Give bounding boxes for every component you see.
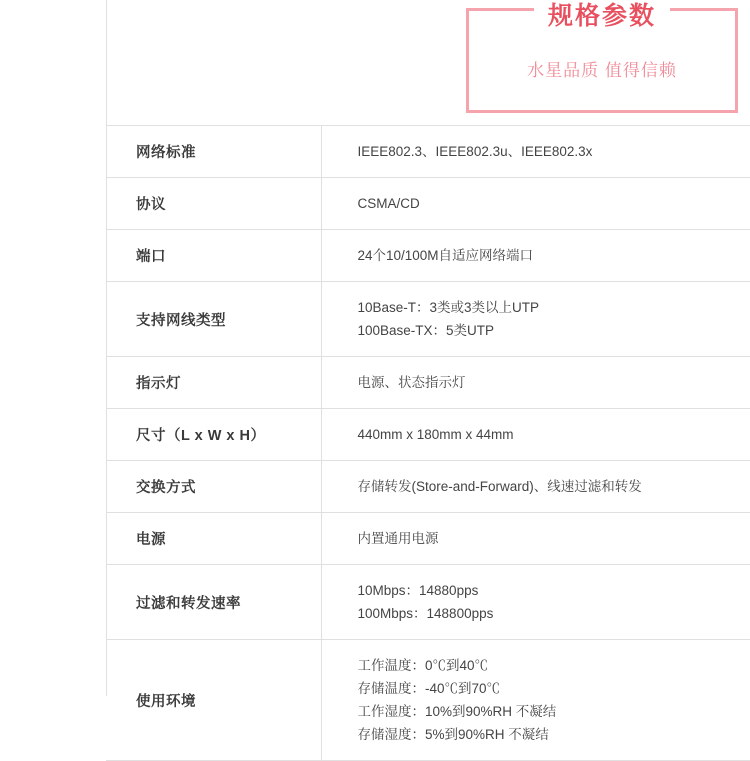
- spec-table: [106, 125, 750, 761]
- spec-label: 协议: [106, 178, 321, 230]
- table-row: [106, 126, 750, 178]
- spec-label: 交换方式: [106, 461, 321, 513]
- spec-label: 尺寸（L x W x H）: [106, 409, 321, 461]
- spec-value-line: 内置通用电源: [358, 527, 750, 550]
- spec-value: [321, 282, 750, 357]
- spec-label: 使用环境: [106, 640, 321, 761]
- table-row: [106, 282, 750, 357]
- table-row: [106, 513, 750, 565]
- spec-value-line: 10Mbps：14880pps: [358, 579, 750, 602]
- spec-value-line: 存储温度：-40℃到70℃: [358, 677, 750, 700]
- spec-value-line: IEEE802.3、IEEE802.3u、IEEE802.3x: [358, 140, 750, 163]
- spec-value-line: 100Mbps：148800pps: [358, 602, 750, 625]
- spec-value-line: 工作湿度：10%到90%RH 不凝结: [358, 700, 750, 723]
- spec-value-line: 存储湿度：5%到90%RH 不凝结: [358, 723, 750, 746]
- table-row: [106, 565, 750, 640]
- table-row: [106, 409, 750, 461]
- spec-value-line: 440mm x 180mm x 44mm: [358, 423, 750, 446]
- spec-value: [321, 409, 750, 461]
- spec-label: 电源: [106, 513, 321, 565]
- spec-value-line: 24个10/100M自适应网络端口: [358, 244, 750, 267]
- table-row: [106, 357, 750, 409]
- spec-value: [321, 461, 750, 513]
- spec-label: 网络标准: [106, 126, 321, 178]
- spec-value: [321, 178, 750, 230]
- table-row: [106, 230, 750, 282]
- table-row: [106, 640, 750, 761]
- spec-value-line: 存储转发(Store-and-Forward)、线速过滤和转发: [358, 475, 750, 498]
- spec-value-line: 电源、状态指示灯: [358, 371, 750, 394]
- spec-label: 支持网线类型: [106, 282, 321, 357]
- table-row: [106, 178, 750, 230]
- spec-value: [321, 513, 750, 565]
- spec-value: [321, 230, 750, 282]
- spec-label: 指示灯: [106, 357, 321, 409]
- spec-banner-subtitle: 水星品质 值得信赖: [466, 56, 738, 81]
- spec-value-line: CSMA/CD: [358, 192, 750, 215]
- spec-table-body: [106, 126, 750, 761]
- spec-label: 端口: [106, 230, 321, 282]
- spec-value: [321, 357, 750, 409]
- spec-value-line: 工作温度：0℃到40℃: [358, 654, 750, 677]
- spec-banner-title: 规格参数: [534, 0, 670, 33]
- spec-value: [321, 126, 750, 178]
- spec-value: [321, 565, 750, 640]
- table-row: [106, 461, 750, 513]
- spec-value: [321, 640, 750, 761]
- spec-value-line: 10Base-T：3类或3类以上UTP: [358, 296, 750, 319]
- spec-value-line: 100Base-TX：5类UTP: [358, 319, 750, 342]
- spec-banner-title-wrap: [466, 0, 738, 36]
- spec-label: 过滤和转发速率: [106, 565, 321, 640]
